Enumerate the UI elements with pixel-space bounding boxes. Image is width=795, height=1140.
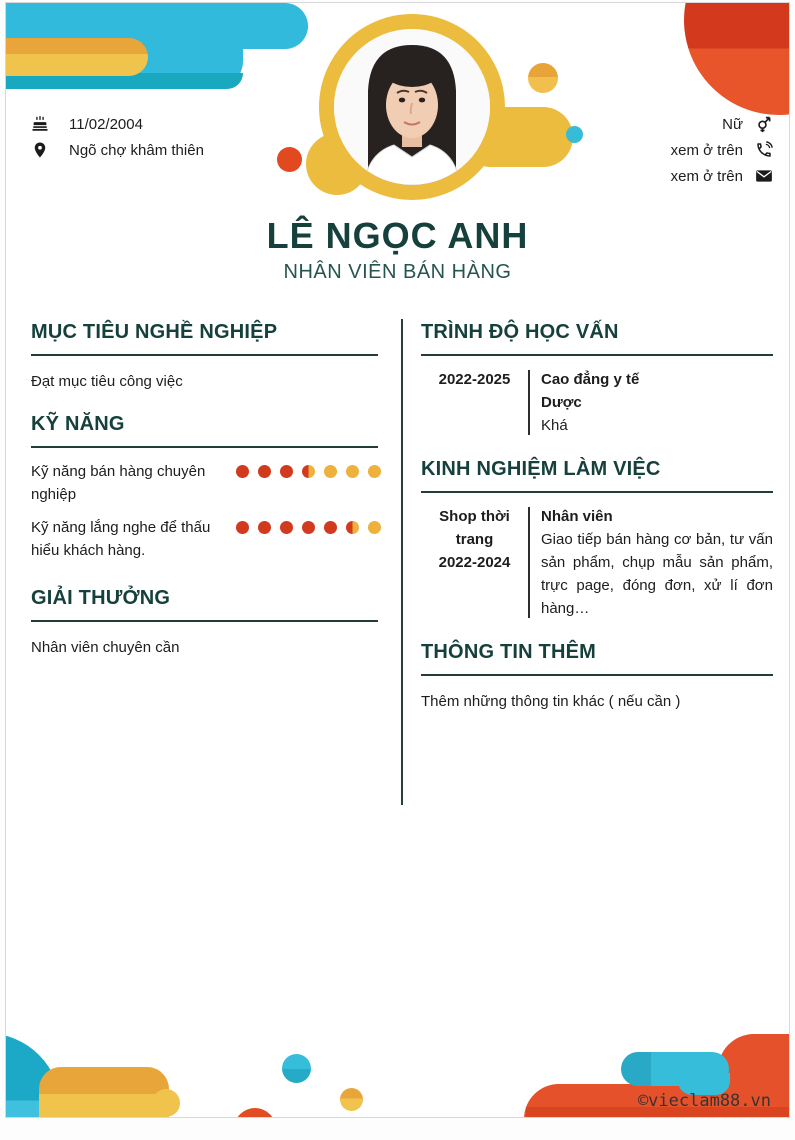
decor-orange-dot — [528, 63, 558, 93]
skill-dot — [236, 521, 249, 534]
candidate-job-title: NHÂN VIÊN BÁN HÀNG — [283, 261, 512, 283]
awards-body: Nhân viên chuyên cần — [31, 639, 180, 656]
education-school: Cao đẳng y tế — [541, 371, 640, 388]
skill-row — [31, 460, 378, 506]
skill-dot — [302, 465, 315, 478]
decor-yellow-pill — [5, 38, 148, 76]
objective-body: Đạt mục tiêu công việc — [31, 373, 183, 390]
more-info-body: Thêm những thông tin khác ( nếu cần ) — [421, 693, 681, 710]
skill-rating-dots — [236, 460, 381, 506]
section-more-info — [421, 641, 773, 713]
avatar — [334, 29, 490, 185]
awards-heading: GIẢI THƯỞNG — [31, 587, 378, 622]
decor-red-dot — [277, 147, 302, 172]
skill-dot — [236, 465, 249, 478]
skill-rating-dots — [236, 516, 381, 562]
education-major: Dược — [541, 394, 582, 411]
skills-heading: KỸ NĂNG — [31, 413, 378, 448]
decor-teal-dot — [566, 126, 583, 143]
experience-content — [530, 505, 773, 620]
education-period: 2022-2025 — [438, 371, 511, 388]
email-value: xem ở trên — [670, 167, 743, 185]
skill-dot — [346, 521, 359, 534]
section-awards — [31, 587, 378, 659]
skill-label: Kỹ năng lắng nghe để thấu hiểu khách hàng. — [31, 519, 211, 559]
birthday-row — [31, 111, 204, 137]
birthday-value: 11/02/2004 — [69, 115, 143, 133]
mail-icon — [755, 167, 773, 185]
gender-row — [671, 111, 773, 137]
birthday-cake-icon — [31, 115, 49, 133]
decor-bottom-yellow-blob — [39, 1067, 169, 1118]
contact-right — [671, 111, 773, 189]
address-value: Ngõ chợ khâm thiên — [69, 141, 204, 159]
decor-bottom-yellow-bump — [152, 1089, 180, 1117]
section-skills — [31, 413, 378, 562]
skill-dot — [368, 521, 381, 534]
education-content — [530, 368, 773, 437]
gender-icon — [755, 115, 773, 133]
skill-dot — [346, 465, 359, 478]
phone-row — [671, 137, 773, 163]
objective-heading: MỤC TIÊU NGHỀ NGHIỆP — [31, 321, 378, 356]
experience-period: 2022-2024 — [438, 554, 511, 571]
skill-label: Kỹ năng bán hàng chuyên nghiệp — [31, 463, 206, 503]
decor-orange-corner-circle — [684, 2, 790, 115]
candidate-name: LÊ NGỌC ANH — [266, 215, 529, 256]
section-education — [421, 321, 773, 437]
experience-company: Shop thời trang — [439, 508, 510, 548]
more-info-heading: THÔNG TIN THÊM — [421, 641, 773, 676]
experience-role: Nhân viên — [541, 508, 613, 525]
decor-bottom-teal-dot — [282, 1054, 311, 1083]
skill-row — [31, 516, 378, 562]
decor-bottom-red-dot — [234, 1108, 276, 1118]
cv-page — [5, 2, 790, 1118]
watermark: ©vieclam88.vn — [637, 1091, 771, 1111]
skill-dot — [258, 521, 271, 534]
column-divider — [401, 319, 403, 805]
experience-description: Giao tiếp bán hàng cơ bản, tư vấn sản phẩm, chụp mẫu sản phẩm, trực page, đóng đơn, xử lí đơn hàng… — [541, 531, 773, 617]
profile-photo — [334, 29, 490, 185]
skill-dot — [368, 465, 381, 478]
experience-company-period — [421, 505, 528, 620]
section-experience — [421, 458, 773, 620]
address-row — [31, 137, 204, 163]
phone-value: xem ở trên — [670, 141, 743, 159]
skill-dot — [324, 521, 337, 534]
location-pin-icon — [31, 141, 49, 159]
section-objective — [31, 321, 378, 393]
education-entry — [421, 368, 773, 437]
phone-icon — [755, 141, 773, 159]
skill-dot — [280, 521, 293, 534]
skill-dot — [280, 465, 293, 478]
gender-value: Nữ — [722, 115, 743, 133]
skill-dot — [258, 465, 271, 478]
skill-dot — [302, 521, 315, 534]
decor-bottom-yellow-dot — [340, 1088, 363, 1111]
education-grade: Khá — [541, 417, 568, 434]
education-heading: TRÌNH ĐỘ HỌC VẤN — [421, 321, 773, 356]
experience-entry — [421, 505, 773, 620]
experience-heading: KINH NGHIỆM LÀM VIỆC — [421, 458, 773, 493]
contact-left — [31, 111, 204, 163]
skill-dot — [324, 465, 337, 478]
email-row — [671, 163, 773, 189]
